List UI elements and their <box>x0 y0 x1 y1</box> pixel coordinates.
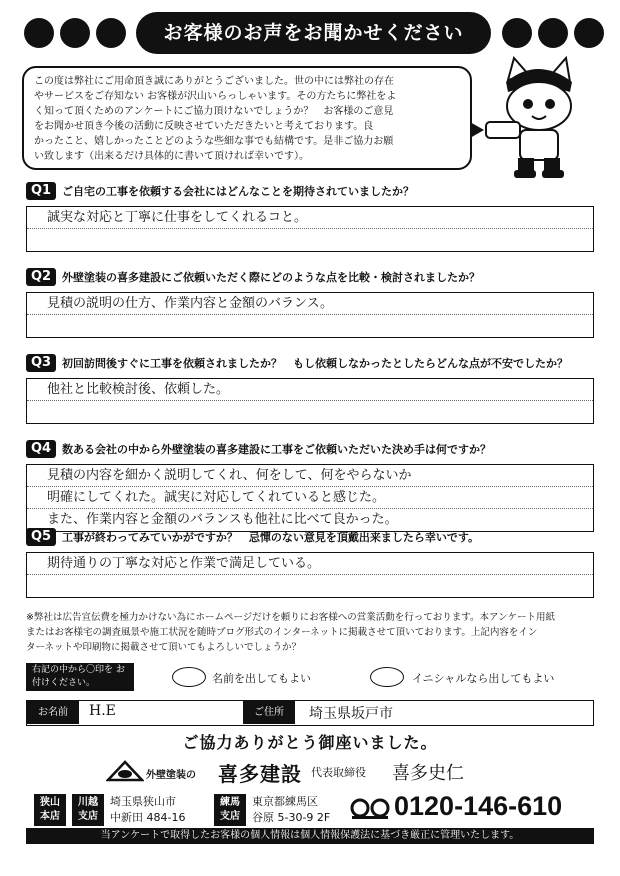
address-line: 中新田 484-16 <box>110 811 186 824</box>
question-4 <box>26 440 594 532</box>
question-1 <box>26 182 594 252</box>
name-field[interactable]: H.E <box>89 703 116 719</box>
intro-line: く知って頂くためのアンケートにご協力頂けないでしょうか？ お客様のご意見 <box>34 106 394 117</box>
branch-tag-sayama <box>34 794 66 826</box>
address-line: 埼玉県狭山市 <box>110 795 176 808</box>
option-initials-ok-checkbox[interactable] <box>370 667 404 687</box>
cat-mascot-icon <box>478 52 596 180</box>
representative-title: 代表取締役 <box>311 766 366 779</box>
decor-dot <box>60 18 90 48</box>
brand-subtitle: 外壁塗装の <box>146 770 196 781</box>
representative-signature: 喜多史仁 <box>392 763 464 784</box>
answer-line <box>27 401 593 423</box>
branch-tag-line: 本店 <box>40 811 60 822</box>
intro-line: やサービスをご存知ない お客様が沢山いらっしゃいます。その方たちに弊社をよ <box>34 91 397 102</box>
address-field[interactable]: 埼玉県坂戸市 <box>309 706 393 722</box>
answer-line <box>27 315 593 337</box>
decor-dot <box>538 18 568 48</box>
kita-logo-icon <box>106 760 144 782</box>
answer-line <box>27 575 593 597</box>
question-number: Q3 <box>26 354 56 372</box>
intro-line: この度は弊社にご用命頂き誠にありがとうございました。世の中には弊社の存在 <box>34 76 394 87</box>
answer-line: 見積の説明の仕方、作業内容と金額のバランス。 <box>27 293 593 315</box>
notice-line: ターネットや印刷物に掲載させて頂いてもよろしいでしょうか？ <box>26 642 302 653</box>
decor-dot <box>502 18 532 48</box>
question-5 <box>26 528 594 598</box>
question-text: 工事が終わってみていかがですか？ 忌憚のない意見を頂戴出来ましたら幸いです。 <box>62 531 480 544</box>
question-text: 外壁塗装の喜多建設にご依頼いただく際にどのような点を比較・検討されましたか？ <box>62 271 480 284</box>
publication-permission <box>26 663 594 691</box>
branch-tag-line: 狭山 <box>40 797 60 808</box>
question-2 <box>26 268 594 338</box>
answer-line: 期待通りの丁寧な対応と作業で満足している。 <box>27 553 593 575</box>
question-number: Q1 <box>26 182 56 200</box>
branch-tag-line: 支店 <box>78 811 98 822</box>
answer-line: また、作業内容と金額のバランスも他社に比べて良かった。 <box>47 512 398 527</box>
branch-address-sayama <box>110 794 185 826</box>
address-line: 谷原 5-30-9 2F <box>252 811 331 824</box>
answer-box <box>26 552 594 598</box>
address-line: 東京都練馬区 <box>252 795 318 808</box>
intro-speech-bubble <box>22 66 472 170</box>
decor-dot <box>574 18 604 48</box>
branch-address-nerima <box>252 794 330 826</box>
question-text: 初回訪問後すぐに工事を依頼されましたか？ もし依頼しなかったとしたらどんな点が不安でしたか？ <box>62 357 568 370</box>
answer-line: 見積の内容を細かく説明してくれ、何をして、何をやらないか <box>27 465 593 487</box>
branch-tag-kawagoe <box>72 794 104 826</box>
name-label: お名前 <box>27 701 79 724</box>
branch-tag-line: 支店 <box>220 811 240 822</box>
intro-line: かったこと、嬉しかったことどのような些細な事でも結構です。是非ご協力お願 <box>34 136 394 147</box>
customer-info-row <box>26 700 594 726</box>
question-number: Q5 <box>26 528 56 546</box>
option-name-ok-label: 名前を出してもよい <box>212 672 311 685</box>
answer-box <box>26 378 594 424</box>
answer-box <box>26 292 594 338</box>
answer-line: 明確にしてくれた。誠実に対応してくれていると感じた。 <box>27 487 593 509</box>
option-name-ok-checkbox[interactable] <box>172 667 206 687</box>
answer-line: 誠実な対応と丁寧に仕事をしてくれるコと。 <box>27 207 593 229</box>
question-number: Q4 <box>26 440 56 458</box>
company-name: 喜多建設 <box>218 762 302 786</box>
branch-tag-line: 練馬 <box>220 797 240 808</box>
question-number: Q2 <box>26 268 56 286</box>
thanks-message: ご協力ありがとう御座いました。 <box>182 733 438 752</box>
answer-line <box>27 229 593 251</box>
answer-box <box>26 464 594 532</box>
decor-dot <box>96 18 126 48</box>
option-initials-ok-label: イニシャルなら出してもよい <box>412 672 555 685</box>
permission-label: 右記の中から〇印を お付けください。 <box>26 663 134 691</box>
question-3 <box>26 354 594 424</box>
decor-dot <box>24 18 54 48</box>
answer-box <box>26 206 594 252</box>
answer-line: 他社と比較検討後、依頼した。 <box>27 379 593 401</box>
intro-line: い致します（出来るだけ具体的に書いて頂ければ幸いです）。 <box>34 151 309 162</box>
question-text: ご自宅の工事を依頼する会社にはどんなことを期待されていましたか？ <box>62 185 414 198</box>
publication-notice <box>26 610 594 655</box>
question-text: 数ある会社の中から外壁塗装の喜多建設に工事をご依頼いただいた決め手は何ですか？ <box>62 443 491 456</box>
intro-line: をお聞かせ頂き今後の活動に反映させていただきたいと考えております。良 <box>34 121 374 132</box>
freedial-icon <box>350 797 390 819</box>
notice-line: ※弊社は広告宣伝費を極力かけない為にホームページだけを頼りにお客様への営業活動を行っております。本アンケート用紙 <box>26 612 555 623</box>
phone-number[interactable]: 0120-146-610 <box>394 791 563 821</box>
notice-line: またはお客様宅の調査風景や施工状況を随時ブログ形式のインターネットに掲載させて頂いております。上記内容をイン <box>26 627 538 638</box>
privacy-footer: 当アンケートで取得したお客様の個人情報は個人情報保護法に基づき厳正に管理いたします。 <box>26 828 594 844</box>
branch-tag-line: 川越 <box>78 797 98 808</box>
address-label: ご住所 <box>243 701 295 724</box>
page-title: お客様のお声をお聞かせください <box>136 12 491 54</box>
branch-tag-nerima <box>214 794 246 826</box>
